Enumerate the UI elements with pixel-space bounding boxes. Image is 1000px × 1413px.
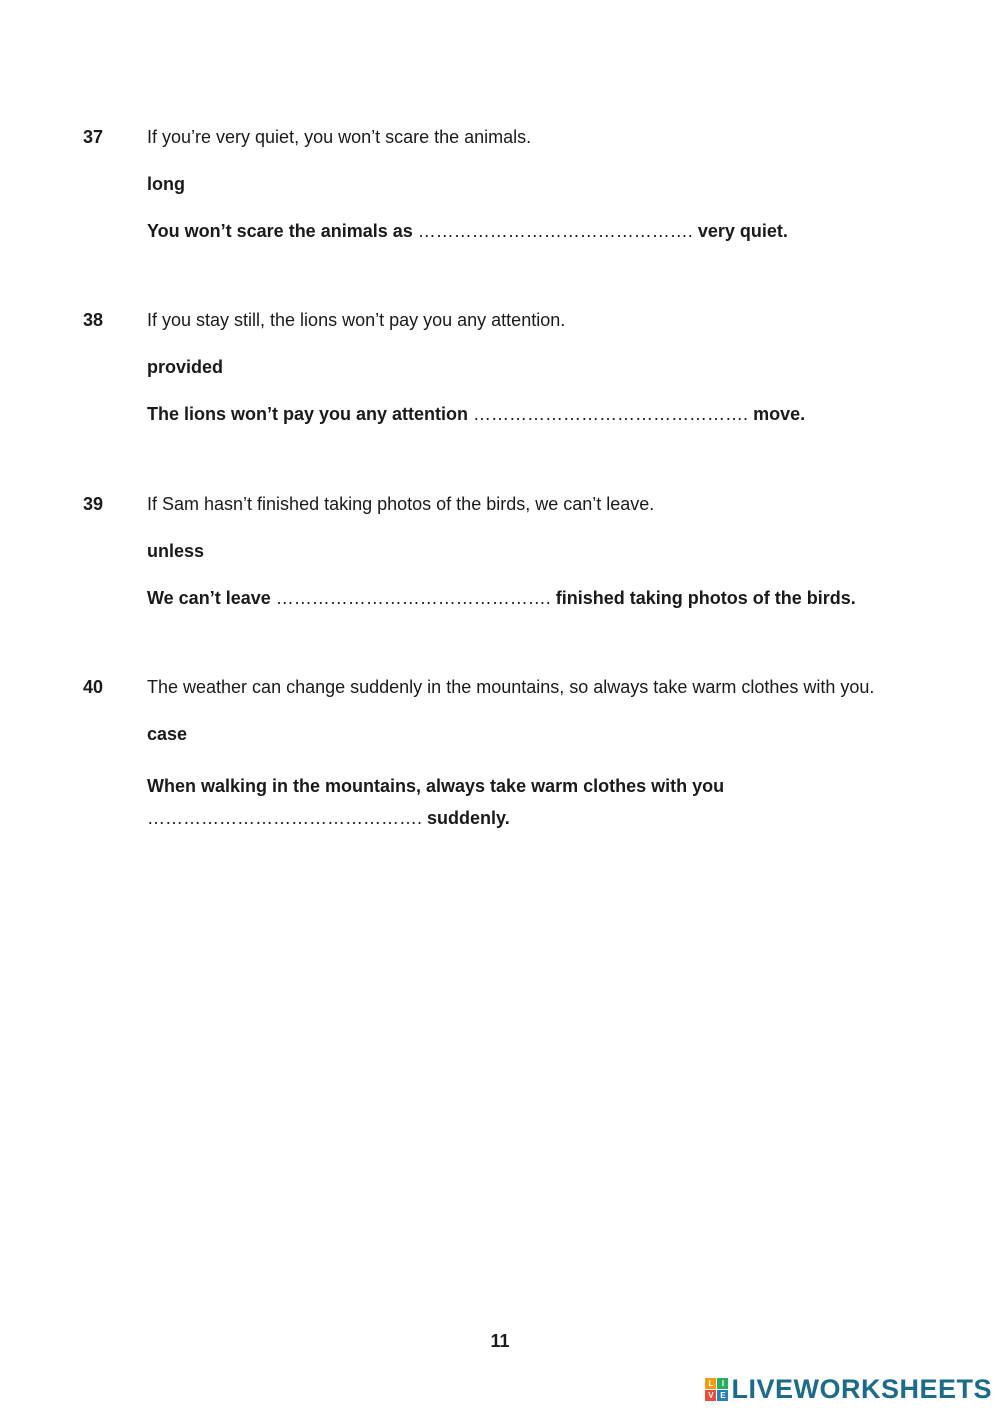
answer-blank[interactable]: ………………………………………. [147, 808, 423, 828]
answer-start: We can’t leave [147, 588, 271, 608]
answer-end: move. [753, 404, 806, 424]
answer-end: very quiet. [697, 221, 788, 241]
liveworksheets-brand [705, 1374, 992, 1405]
question-number: 40 [83, 677, 104, 697]
logo-letter: V [705, 1390, 716, 1401]
answer-blank[interactable]: ………………………………………. [417, 221, 693, 241]
question-keyword: unless [147, 541, 205, 561]
answer-sentence [147, 221, 788, 242]
page-number: 11 [490, 1331, 510, 1351]
question-keyword: long [147, 174, 185, 194]
question-prompt: The weather can change suddenly in the mountains, so always take warm clothes with you. [147, 677, 875, 697]
logo-letter: L [705, 1378, 716, 1389]
answer-sentence [147, 404, 805, 425]
question-prompt: If Sam hasn’t finished taking photos of the birds, we can’t leave. [147, 494, 655, 514]
answer-end: finished taking photos of the birds. [555, 588, 856, 608]
answer-blank[interactable]: ………………………………………. [275, 588, 551, 608]
answer-end: suddenly. [427, 808, 510, 828]
answer-start: The lions won’t pay you any attention [147, 404, 469, 424]
logo-letter: I [717, 1378, 728, 1389]
brand-text: LIVEWORKSHEETS [731, 1374, 992, 1404]
answer-sentence [147, 776, 724, 797]
question-prompt: If you’re very quiet, you won’t scare the animals. [147, 127, 532, 147]
answer-start: When walking in the mountains, always take warm clothes with you [147, 776, 725, 796]
question-keyword: case [147, 724, 188, 744]
answer-sentence [147, 588, 856, 609]
question-number: 39 [83, 494, 104, 514]
answer-start: You won’t scare the animals as [147, 221, 413, 241]
question-number: 38 [83, 310, 104, 330]
answer-sentence-line2 [147, 808, 510, 829]
question-prompt: If you stay still, the lions won’t pay you any attention. [147, 310, 566, 330]
question-number: 37 [83, 127, 104, 147]
logo-letter: E [717, 1390, 728, 1401]
question-keyword: provided [147, 357, 224, 377]
brand-logo-icon [705, 1378, 728, 1401]
answer-blank[interactable]: ………………………………………. [473, 404, 749, 424]
